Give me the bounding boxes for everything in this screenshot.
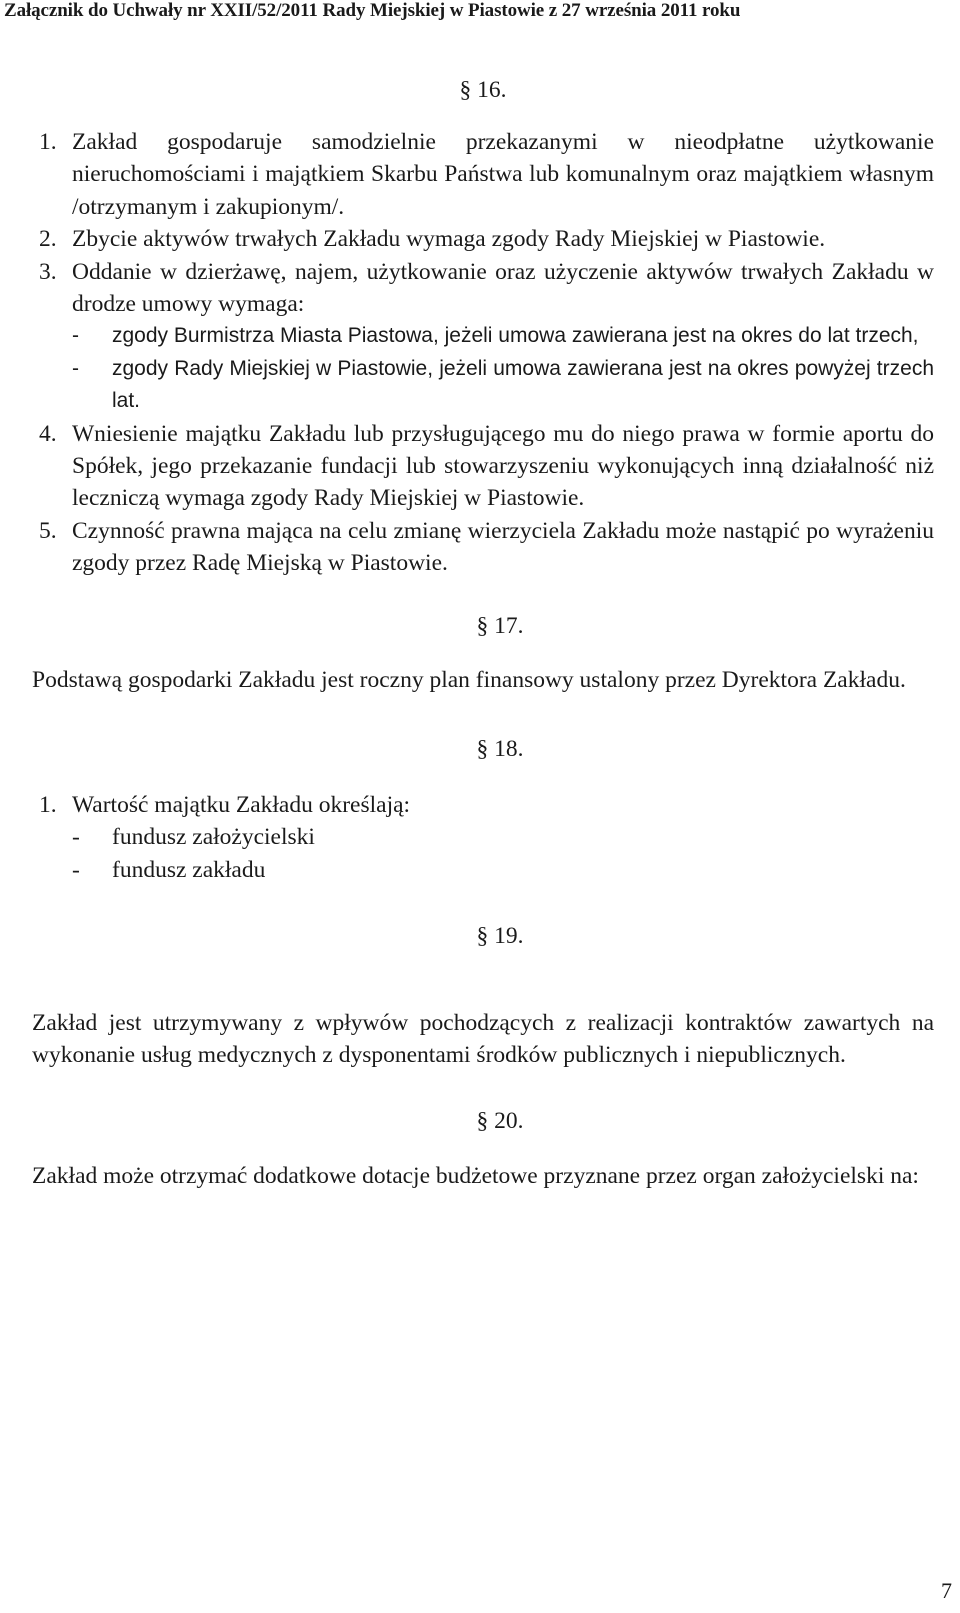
item-number: 5. bbox=[39, 517, 57, 544]
item-3-dash-list bbox=[72, 320, 934, 417]
section-16-item-1 bbox=[32, 126, 934, 223]
item-text: Zakład gospodaruje samodzielnie przekazanymi w nieodpłatne użytkowanie nieruchomościami i majątkiem Skarbu Państwa lub komunalnym oraz majątkiem własnym /otrzymanym i zakupionym/. bbox=[72, 129, 934, 220]
item-number: 3. bbox=[39, 258, 57, 285]
item-text: Zbycie aktywów trwałych Zakładu wymaga zgody Rady Miejskiej w Piastowie. bbox=[72, 226, 826, 253]
section-17-text: Podstawą gospodarki Zakładu jest roczny plan finansowy ustalony przez Dyrektora Zakładu. bbox=[32, 667, 906, 694]
dash-item: - fundusz założycielski bbox=[72, 824, 315, 851]
dash-item: - fundusz zakładu bbox=[72, 856, 266, 883]
section-19-text: Zakład jest utrzymywany z wpływów pochodzących z realizacji kontraktów zawartych na wykonanie usług medycznych z dysponentami środków publicznych i niepublicznych. bbox=[32, 1009, 934, 1068]
dash-text: fundusz założycielski bbox=[112, 824, 315, 851]
dash-text: zgody Burmistrza Miasta Piastowa, jeżeli umowa zawierana jest na okres do lat trzech, bbox=[112, 324, 919, 348]
dash-text: zgody Rady Miejskiej w Piastowie, jeżeli umowa zawierana jest na okres powyżej trzech lat. bbox=[112, 356, 934, 413]
item-number: 1. bbox=[39, 791, 57, 818]
item-text: Wniesienie majątku Zakładu lub przysługującego mu do niego prawa w formie aportu do Spółek, jego przekazanie fundacji lub stowarzyszeniu wykonujących inną działalność niż leczniczą wymaga zgody Rady Miejskiej w Piastowie. bbox=[72, 420, 934, 512]
section-16-item-2 bbox=[32, 223, 934, 255]
document-header: Załącznik do Uchwały nr XXII/52/2011 Rady Miejskiej w Piastowie z 27 września 2011 roku bbox=[4, 0, 741, 21]
section-18-item-1 bbox=[32, 789, 934, 886]
item-text: Czynność prawna mająca na celu zmianę wierzyciela Zakładu może nastąpić po wyrażeniu zgody przez Radę Miejską w Piastowie. bbox=[72, 517, 934, 577]
section-18-title: § 18. bbox=[476, 735, 524, 762]
section-16-title: § 16. bbox=[459, 77, 507, 103]
item-text: Wartość majątku Zakładu określają: bbox=[72, 791, 411, 818]
section-16-item-3 bbox=[32, 256, 934, 418]
dash-item: - zgody Rady Miejskiej w Piastowie, jeżeli umowa zawierana jest na okres powyżej trzech lat. bbox=[72, 356, 934, 413]
section-16-item-4 bbox=[32, 418, 934, 515]
dash-text: fundusz zakładu bbox=[112, 856, 266, 883]
dash-item: - zgody Burmistrza Miasta Piastowa, jeżeli umowa zawierana jest na okres do lat trzech, bbox=[72, 324, 919, 348]
section-20-text: Zakład może otrzymać dodatkowe dotacje budżetowe przyznane przez organ założycielski na: bbox=[32, 1162, 919, 1189]
page-number: 7 bbox=[941, 1578, 952, 1603]
section-19-title: § 19. bbox=[476, 923, 524, 950]
section-20-title: § 20. bbox=[476, 1108, 524, 1135]
item-text: Oddanie w dzierżawę, najem, użytkowanie oraz użyczenie aktywów trwałych Zakładu w drodze umowy wymaga: bbox=[72, 258, 934, 318]
item-number: 1. bbox=[39, 129, 57, 155]
item-number: 2. bbox=[39, 226, 57, 253]
document-body bbox=[32, 68, 934, 1192]
item-number: 4. bbox=[39, 420, 57, 447]
section-16-item-5 bbox=[32, 515, 934, 580]
section-17-title: § 17. bbox=[476, 612, 524, 639]
